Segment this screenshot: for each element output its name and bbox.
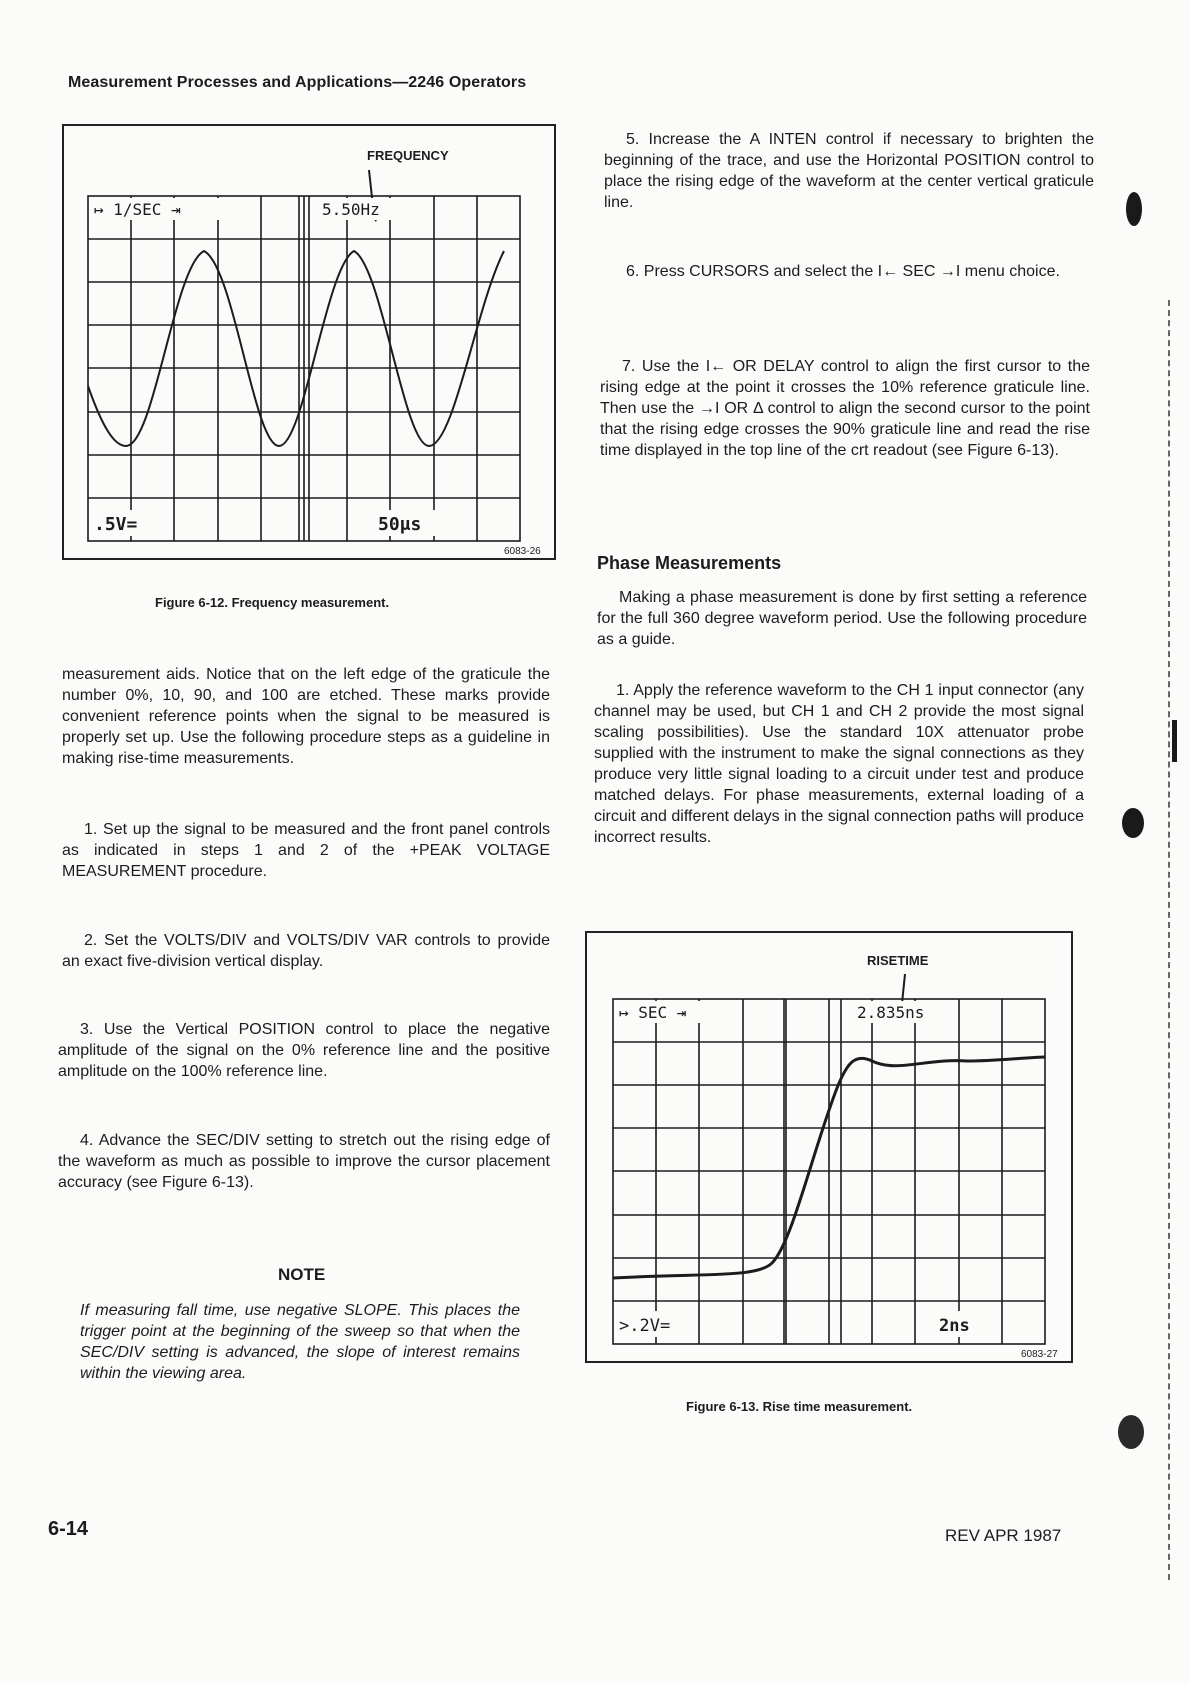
phase-intro-paragraph: Making a phase measurement is done by first setting a reference for the full 360 degree waveform period. Use the following procedure as a guide.	[597, 589, 1087, 648]
graticule-grid-2	[613, 999, 1045, 1344]
fig12-readout-top-left: ↦ 1/SEC ⇥	[94, 200, 181, 219]
figure-6-12-scope	[64, 126, 554, 558]
fig13-readout-top-right: 2.835ns	[857, 1003, 925, 1022]
left-intro-paragraph: measurement aids. Notice that on the left edge of the graticule the number 0%, 10, 90, and 100 are etched. These marks provide convenient reference points when the signal to be measured is properly set up. Use the following procedure steps as a guideline in making rise-time measurements.	[62, 666, 550, 767]
right-step-5: 5. Increase the A INTEN control if necessary to brighten the beginning of the trace, and use the Horizontal POSITION control to place the rising edge of the waveform at the center vertical graticule line.	[604, 131, 1094, 211]
graticule-grid	[88, 196, 520, 541]
figure-6-13-scope	[587, 933, 1071, 1361]
fig13-id: 6083-27	[1021, 1349, 1058, 1360]
left-step-3: 3. Use the Vertical POSITION control to place the negative amplitude of the signal on the 0% reference line and the positive amplitude on the 100% reference line.	[58, 1021, 550, 1080]
note-heading: NOTE	[278, 1265, 326, 1284]
figure-6-12-caption: Figure 6-12. Frequency measurement.	[155, 595, 390, 610]
fig12-readout-bottom-left: .5V=	[94, 514, 138, 535]
page-number: 6-14	[48, 1518, 89, 1540]
risetime-label: RISETIME	[867, 953, 929, 968]
page-header-title: Measurement Processes and Applications—2246 Operators	[68, 74, 527, 91]
revision-date: REV APR 1987	[945, 1526, 1062, 1545]
fig12-readout-bottom-right: 50μs	[378, 514, 422, 535]
note-body: If measuring fall time, use negative SLOPE. This places the trigger point at the beginning of the sweep so that when the SEC/DIV setting is advanced, the slope of interest remains within the viewing area.	[80, 1302, 520, 1382]
fig13-readout-bottom-left: >.2V=	[619, 1316, 671, 1336]
figure-6-13-frame	[585, 931, 1073, 1363]
binder-hole-3	[1118, 1415, 1144, 1449]
figure-6-13-caption: Figure 6-13. Rise time measurement.	[686, 1399, 913, 1414]
left-step-1: 1. Set up the signal to be measured and the front panel controls as indicated in steps 1 and 2 of the +PEAK VOLTAGE MEASUREMENT procedure.	[62, 821, 550, 880]
fig12-readout-top-right: 5.50Hz	[322, 200, 380, 219]
fig13-readout-bottom-right: 2ns	[939, 1316, 970, 1336]
phase-step-1: 1. Apply the reference waveform to the CH 1 input connector (any channel may be used, but CH 1 and CH 2 provide the most signal scaling possibilities). Use the standard 10X attenuator probe supplied with the instrument to make the signal connections as they produce very little signal loading to a circuit under test and produce matched delays. For phase measurements, external loading of a circuit and different delays in the signal connection paths will produce incorrect results.	[594, 682, 1084, 846]
binder-edge-marks	[1168, 300, 1176, 1580]
sine-waveform	[88, 251, 504, 446]
left-step-2: 2. Set the VOLTS/DIV and VOLTS/DIV VAR controls to provide an exact five-division vertical display.	[62, 932, 550, 970]
figure-6-12-frame	[62, 124, 556, 560]
frequency-label: FREQUENCY	[367, 148, 449, 163]
binder-hole-2	[1122, 808, 1144, 838]
right-step-7: 7. Use the I← OR DELAY control to align the first cursor to the rising edge at the point it crosses the 10% reference graticule line. Then use the →I OR Δ control to align the second cursor to the point that the rising edge crosses the 90% graticule line and read the rise time displayed in the top line of the crt readout (see Figure 6-13).	[600, 358, 1090, 459]
fig12-id: 6083-26	[504, 546, 541, 557]
right-step-6: 6. Press CURSORS and select the I← SEC →I menu choice.	[626, 263, 1060, 280]
phase-measurements-heading: Phase Measurements	[597, 553, 782, 573]
binder-hole-1	[1126, 192, 1142, 226]
left-step-4: 4. Advance the SEC/DIV setting to stretch out the rising edge of the waveform as much as possible to improve the cursor placement accuracy (see Figure 6-13).	[58, 1132, 550, 1191]
fig13-readout-top-left: ↦ SEC ⇥	[619, 1003, 687, 1022]
